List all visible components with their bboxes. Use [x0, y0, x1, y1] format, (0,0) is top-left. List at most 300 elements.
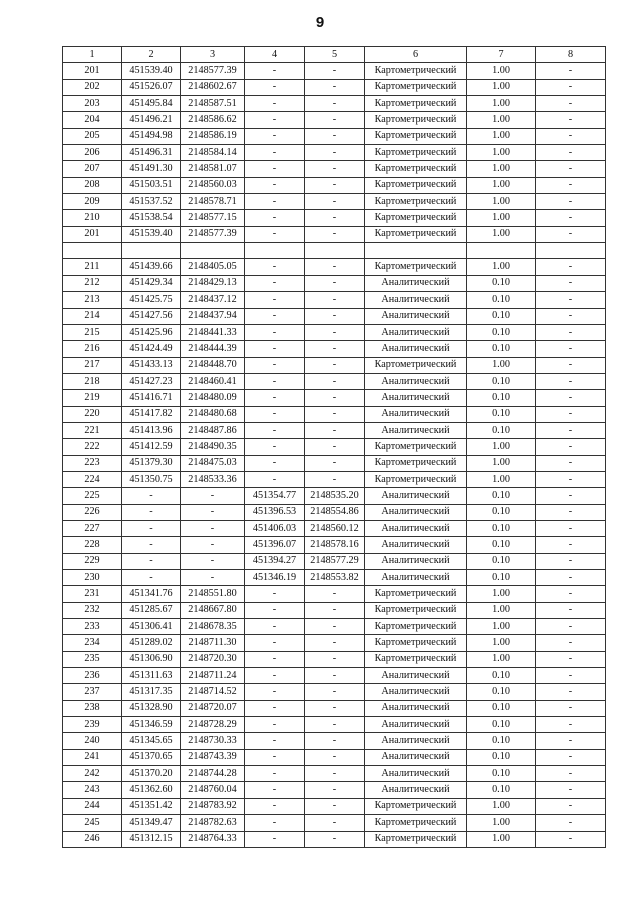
- table-cell: -: [245, 373, 305, 389]
- table-cell: -: [181, 488, 245, 504]
- table-cell: 2148460.41: [181, 373, 245, 389]
- table-row: [63, 815, 606, 831]
- table-cell: 1.00: [467, 194, 536, 210]
- table-cell: Аналитический: [365, 749, 467, 765]
- table-cell: 216: [63, 341, 122, 357]
- table-cell: -: [536, 749, 606, 765]
- table-cell: 2148678.35: [181, 619, 245, 635]
- table-cell: -: [181, 570, 245, 586]
- table-cell: Картометрический: [365, 455, 467, 471]
- table-row: [63, 455, 606, 471]
- table-cell: -: [305, 390, 365, 406]
- table-cell: -: [245, 194, 305, 210]
- table-cell: -: [536, 815, 606, 831]
- table-cell: 2148578.71: [181, 194, 245, 210]
- table-row: [63, 63, 606, 79]
- table-cell: 1.00: [467, 831, 536, 847]
- table-cell: 2148560.03: [181, 177, 245, 193]
- table-cell: 1.00: [467, 602, 536, 618]
- column-header-8: 8: [536, 47, 606, 63]
- table-cell: 1.00: [467, 145, 536, 161]
- table-cell: -: [245, 766, 305, 782]
- column-header-1: 1: [63, 47, 122, 63]
- table-cell: Аналитический: [365, 308, 467, 324]
- table-cell: -: [536, 553, 606, 569]
- table-cell: 212: [63, 275, 122, 291]
- table-cell: -: [305, 586, 365, 602]
- table-cell: -: [305, 177, 365, 193]
- table-cell: 0.10: [467, 717, 536, 733]
- table-cell: -: [305, 357, 365, 373]
- table-cell: 2148553.82: [305, 570, 365, 586]
- table-cell: Картометрический: [365, 259, 467, 275]
- table-cell: 451306.90: [122, 651, 181, 667]
- table-cell: -: [305, 831, 365, 847]
- table-cell: 451406.03: [245, 520, 305, 536]
- table-cell: Аналитический: [365, 717, 467, 733]
- table-cell: [305, 243, 365, 259]
- table-cell: -: [536, 275, 606, 291]
- table-cell: 203: [63, 96, 122, 112]
- table-row: [63, 210, 606, 226]
- table-cell: -: [245, 226, 305, 242]
- table-cell: -: [305, 63, 365, 79]
- table-cell: 451526.07: [122, 79, 181, 95]
- table-cell: 451354.77: [245, 488, 305, 504]
- table-cell: 0.10: [467, 373, 536, 389]
- table-cell: -: [305, 602, 365, 618]
- table-cell: 2148437.94: [181, 308, 245, 324]
- table-cell: -: [245, 749, 305, 765]
- table-cell: 204: [63, 112, 122, 128]
- table-cell: -: [536, 324, 606, 340]
- table-cell: 2148577.15: [181, 210, 245, 226]
- table-cell: -: [305, 782, 365, 798]
- table-cell: -: [245, 259, 305, 275]
- table-cell: 451312.15: [122, 831, 181, 847]
- table-cell: Аналитический: [365, 570, 467, 586]
- table-cell: -: [245, 619, 305, 635]
- table-cell: 229: [63, 553, 122, 569]
- table-cell: -: [181, 537, 245, 553]
- table-cell: -: [305, 145, 365, 161]
- table-cell: -: [245, 439, 305, 455]
- table-cell: 201: [63, 63, 122, 79]
- table-cell: 0.10: [467, 406, 536, 422]
- table-cell: 451539.40: [122, 226, 181, 242]
- table-cell: 451416.71: [122, 390, 181, 406]
- table-cell: -: [245, 635, 305, 651]
- table-row: [63, 766, 606, 782]
- table-cell: 2148487.86: [181, 422, 245, 438]
- table-cell: -: [536, 602, 606, 618]
- table-cell: 0.10: [467, 700, 536, 716]
- table-cell: 451311.63: [122, 668, 181, 684]
- table-cell: Картометрический: [365, 79, 467, 95]
- table-cell: -: [536, 259, 606, 275]
- table-cell: 2148720.07: [181, 700, 245, 716]
- table-row: [63, 243, 606, 259]
- table-cell: Картометрический: [365, 96, 467, 112]
- table-cell: 227: [63, 520, 122, 536]
- table-cell: 1.00: [467, 651, 536, 667]
- table-row: [63, 570, 606, 586]
- table-row: [63, 145, 606, 161]
- table-cell: 221: [63, 422, 122, 438]
- table-cell: -: [122, 537, 181, 553]
- table-cell: 220: [63, 406, 122, 422]
- table-cell: 0.10: [467, 324, 536, 340]
- table-cell: -: [305, 798, 365, 814]
- table-cell: -: [122, 504, 181, 520]
- table-cell: 1.00: [467, 439, 536, 455]
- table-cell: -: [536, 471, 606, 487]
- table-cell: 451349.47: [122, 815, 181, 831]
- table-cell: 2148577.39: [181, 226, 245, 242]
- table-cell: -: [245, 798, 305, 814]
- table-cell: 0.10: [467, 292, 536, 308]
- table-cell: [63, 243, 122, 259]
- table-cell: 2148711.24: [181, 668, 245, 684]
- table-row: [63, 586, 606, 602]
- table-cell: 205: [63, 128, 122, 144]
- table-cell: 451538.54: [122, 210, 181, 226]
- table-cell: 201: [63, 226, 122, 242]
- table-cell: 208: [63, 177, 122, 193]
- table-row: [63, 717, 606, 733]
- table-cell: 2148720.30: [181, 651, 245, 667]
- table-cell: -: [536, 782, 606, 798]
- table-cell: 239: [63, 717, 122, 733]
- table-cell: Картометрический: [365, 831, 467, 847]
- table-cell: 451328.90: [122, 700, 181, 716]
- table-cell: [467, 243, 536, 259]
- table-cell: -: [305, 226, 365, 242]
- table-cell: -: [536, 651, 606, 667]
- table-cell: 2148533.36: [181, 471, 245, 487]
- column-header-7: 7: [467, 47, 536, 63]
- table-cell: -: [305, 635, 365, 651]
- table-cell: -: [305, 815, 365, 831]
- table-cell: -: [245, 275, 305, 291]
- table-cell: 451345.65: [122, 733, 181, 749]
- table-row: [63, 324, 606, 340]
- table-cell: 2148448.70: [181, 357, 245, 373]
- table-cell: -: [305, 210, 365, 226]
- table-cell: -: [305, 373, 365, 389]
- table-cell: -: [245, 651, 305, 667]
- table-cell: -: [245, 112, 305, 128]
- table-cell: 226: [63, 504, 122, 520]
- table-cell: Картометрический: [365, 226, 467, 242]
- table-cell: 2148744.28: [181, 766, 245, 782]
- table-cell: -: [305, 324, 365, 340]
- table-cell: 236: [63, 668, 122, 684]
- table-row: [63, 684, 606, 700]
- table-cell: -: [245, 161, 305, 177]
- table-cell: Аналитический: [365, 520, 467, 536]
- table-cell: -: [245, 684, 305, 700]
- header-row: [63, 47, 606, 63]
- table-cell: 2148490.35: [181, 439, 245, 455]
- table-cell: 1.00: [467, 226, 536, 242]
- table-cell: 2148711.30: [181, 635, 245, 651]
- table-cell: 1.00: [467, 635, 536, 651]
- table-row: [63, 798, 606, 814]
- table-cell: [365, 243, 467, 259]
- table-cell: -: [181, 553, 245, 569]
- table-row: [63, 79, 606, 95]
- table-cell: -: [305, 96, 365, 112]
- table-cell: 451491.30: [122, 161, 181, 177]
- table-cell: -: [305, 161, 365, 177]
- table-cell: Аналитический: [365, 553, 467, 569]
- table-cell: -: [245, 602, 305, 618]
- table-cell: 451539.40: [122, 63, 181, 79]
- table-row: [63, 194, 606, 210]
- table-cell: -: [305, 700, 365, 716]
- table-cell: Аналитический: [365, 537, 467, 553]
- table-cell: 451537.52: [122, 194, 181, 210]
- table-cell: Аналитический: [365, 422, 467, 438]
- table-cell: 2148764.33: [181, 831, 245, 847]
- table-row: [63, 96, 606, 112]
- table-cell: 2148586.19: [181, 128, 245, 144]
- table-cell: 2148535.20: [305, 488, 365, 504]
- table-cell: -: [536, 733, 606, 749]
- table-cell: 0.10: [467, 668, 536, 684]
- table-cell: -: [305, 112, 365, 128]
- table-cell: -: [245, 96, 305, 112]
- table-cell: -: [536, 570, 606, 586]
- table-cell: Картометрический: [365, 161, 467, 177]
- table-cell: 233: [63, 619, 122, 635]
- table-cell: Картометрический: [365, 815, 467, 831]
- table-cell: 2148437.12: [181, 292, 245, 308]
- table-cell: 234: [63, 635, 122, 651]
- table-cell: 202: [63, 79, 122, 95]
- table-cell: 222: [63, 439, 122, 455]
- table-cell: 1.00: [467, 79, 536, 95]
- table-cell: -: [536, 700, 606, 716]
- table-cell: 451496.21: [122, 112, 181, 128]
- table-cell: 223: [63, 455, 122, 471]
- table-cell: Аналитический: [365, 733, 467, 749]
- table-cell: 0.10: [467, 504, 536, 520]
- table-cell: 0.10: [467, 275, 536, 291]
- table-cell: 1.00: [467, 177, 536, 193]
- table-cell: [122, 243, 181, 259]
- table-cell: -: [536, 292, 606, 308]
- table-cell: 451370.20: [122, 766, 181, 782]
- table-cell: -: [245, 668, 305, 684]
- table-cell: 228: [63, 537, 122, 553]
- table-cell: 0.10: [467, 308, 536, 324]
- table-cell: 0.10: [467, 766, 536, 782]
- table-cell: Картометрический: [365, 439, 467, 455]
- table-cell: Аналитический: [365, 373, 467, 389]
- table-cell: 0.10: [467, 488, 536, 504]
- table-cell: Картометрический: [365, 112, 467, 128]
- table-cell: Аналитический: [365, 700, 467, 716]
- table-cell: -: [536, 684, 606, 700]
- table-cell: 451394.27: [245, 553, 305, 569]
- table-cell: 1.00: [467, 357, 536, 373]
- table-row: [63, 553, 606, 569]
- table-cell: Картометрический: [365, 128, 467, 144]
- table-row: [63, 390, 606, 406]
- table-cell: -: [536, 341, 606, 357]
- table-cell: 0.10: [467, 684, 536, 700]
- table-cell: -: [536, 798, 606, 814]
- table-cell: 244: [63, 798, 122, 814]
- table-cell: -: [245, 79, 305, 95]
- table-cell: -: [245, 782, 305, 798]
- table-cell: 2148581.07: [181, 161, 245, 177]
- table-cell: -: [536, 488, 606, 504]
- table-row: [63, 733, 606, 749]
- table-cell: -: [305, 455, 365, 471]
- table-cell: 451503.51: [122, 177, 181, 193]
- table-cell: 231: [63, 586, 122, 602]
- table-cell: -: [536, 177, 606, 193]
- coordinates-table: [62, 46, 606, 848]
- table-cell: 451424.49: [122, 341, 181, 357]
- table-cell: 219: [63, 390, 122, 406]
- table-cell: -: [245, 717, 305, 733]
- table-cell: Картометрический: [365, 210, 467, 226]
- table-cell: 2148480.68: [181, 406, 245, 422]
- table-cell: -: [245, 210, 305, 226]
- table-row: [63, 504, 606, 520]
- table-cell: -: [245, 145, 305, 161]
- table-cell: -: [305, 259, 365, 275]
- table-cell: 451346.19: [245, 570, 305, 586]
- table-cell: Аналитический: [365, 292, 467, 308]
- table-cell: -: [305, 684, 365, 700]
- table-cell: 2148586.62: [181, 112, 245, 128]
- table-cell: 206: [63, 145, 122, 161]
- table-cell: 2148551.80: [181, 586, 245, 602]
- table-cell: 2148730.33: [181, 733, 245, 749]
- table-row: [63, 341, 606, 357]
- table-cell: 451413.96: [122, 422, 181, 438]
- table-row: [63, 112, 606, 128]
- table-row: [63, 128, 606, 144]
- table-cell: -: [181, 504, 245, 520]
- table-cell: 451341.76: [122, 586, 181, 602]
- table-cell: -: [536, 145, 606, 161]
- table-cell: -: [122, 553, 181, 569]
- table-cell: Картометрический: [365, 194, 467, 210]
- table-row: [63, 619, 606, 635]
- table-cell: -: [305, 422, 365, 438]
- table-cell: 451351.42: [122, 798, 181, 814]
- table-cell: [245, 243, 305, 259]
- table-cell: 451306.41: [122, 619, 181, 635]
- table-row: [63, 439, 606, 455]
- table-cell: -: [305, 766, 365, 782]
- table-cell: 2148560.12: [305, 520, 365, 536]
- table-cell: -: [305, 439, 365, 455]
- table-cell: 235: [63, 651, 122, 667]
- table-cell: 451429.34: [122, 275, 181, 291]
- table-header: [63, 47, 606, 63]
- table-cell: Аналитический: [365, 782, 467, 798]
- table-row: [63, 275, 606, 291]
- table-cell: Аналитический: [365, 668, 467, 684]
- table-cell: Аналитический: [365, 406, 467, 422]
- table-cell: 242: [63, 766, 122, 782]
- table-cell: -: [305, 308, 365, 324]
- table-cell: 451427.56: [122, 308, 181, 324]
- table-cell: -: [122, 570, 181, 586]
- table-cell: -: [536, 161, 606, 177]
- table-cell: -: [536, 635, 606, 651]
- table-cell: 217: [63, 357, 122, 373]
- table-cell: 451412.59: [122, 439, 181, 455]
- table-cell: 451495.84: [122, 96, 181, 112]
- table-cell: Аналитический: [365, 275, 467, 291]
- table-cell: -: [245, 128, 305, 144]
- table-cell: 224: [63, 471, 122, 487]
- table-cell: 451317.35: [122, 684, 181, 700]
- table-row: [63, 177, 606, 193]
- table-cell: 238: [63, 700, 122, 716]
- table-cell: -: [536, 112, 606, 128]
- table-row: [63, 357, 606, 373]
- table-cell: 2148584.14: [181, 145, 245, 161]
- table-cell: 2148480.09: [181, 390, 245, 406]
- table-cell: -: [305, 341, 365, 357]
- table-cell: 0.10: [467, 422, 536, 438]
- table-cell: 0.10: [467, 553, 536, 569]
- table-row: [63, 308, 606, 324]
- table-cell: 1.00: [467, 471, 536, 487]
- table-cell: -: [245, 815, 305, 831]
- table-cell: -: [305, 275, 365, 291]
- table-cell: 1.00: [467, 128, 536, 144]
- table-row: [63, 602, 606, 618]
- table-cell: Картометрический: [365, 586, 467, 602]
- table-cell: Аналитический: [365, 341, 467, 357]
- table-cell: -: [245, 177, 305, 193]
- column-header-6: 6: [365, 47, 467, 63]
- table-cell: 1.00: [467, 96, 536, 112]
- table-cell: 1.00: [467, 112, 536, 128]
- column-header-4: 4: [245, 47, 305, 63]
- column-header-2: 2: [122, 47, 181, 63]
- table-cell: 451285.67: [122, 602, 181, 618]
- table-cell: 0.10: [467, 520, 536, 536]
- table-cell: 210: [63, 210, 122, 226]
- table-cell: 0.10: [467, 570, 536, 586]
- table-cell: 225: [63, 488, 122, 504]
- table-cell: 2148405.05: [181, 259, 245, 275]
- table-row: [63, 782, 606, 798]
- table-cell: 2148743.39: [181, 749, 245, 765]
- table-cell: -: [536, 717, 606, 733]
- table-cell: 1.00: [467, 161, 536, 177]
- table-cell: -: [245, 700, 305, 716]
- table-cell: -: [536, 79, 606, 95]
- table-cell: -: [305, 406, 365, 422]
- table-cell: -: [245, 308, 305, 324]
- table-cell: -: [536, 194, 606, 210]
- table-cell: 2148475.03: [181, 455, 245, 471]
- table-cell: 213: [63, 292, 122, 308]
- table-cell: -: [245, 63, 305, 79]
